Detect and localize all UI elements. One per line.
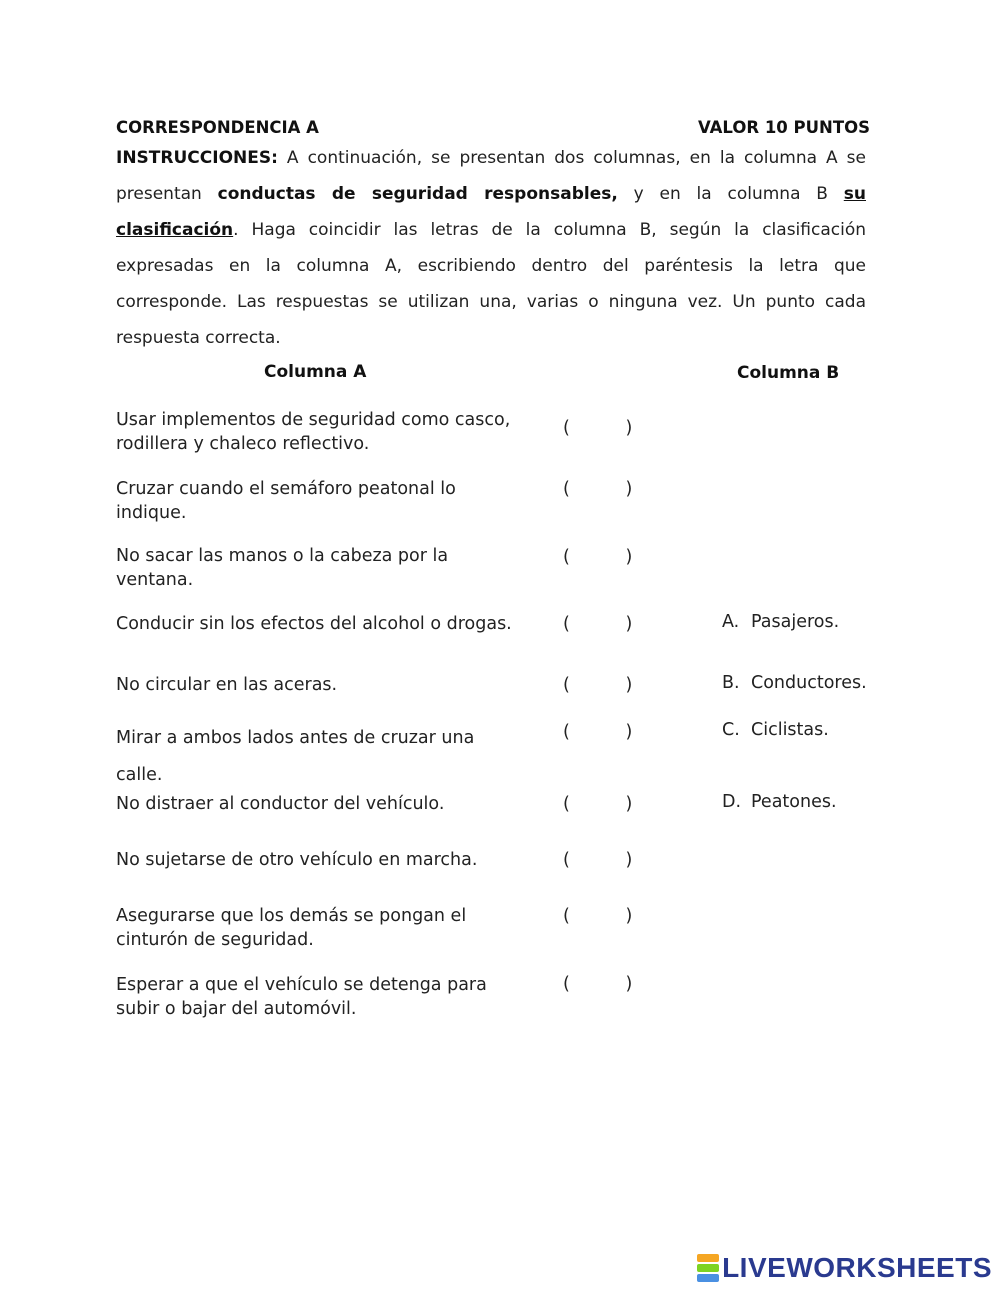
item-10-text: Esperar a que el vehículo se detenga para subir o bajar del automóvil. <box>116 975 487 1019</box>
instructions-bold-phrase: conductas de seguridad responsables, <box>217 184 618 204</box>
option-b-letter: B. <box>722 673 740 693</box>
score-value: VALOR 10 PUNTOS <box>698 118 870 137</box>
item-5-answer-blank[interactable]: ( ) <box>563 675 633 695</box>
column-a-heading: Columna A <box>264 362 367 382</box>
column-b-heading: Columna B <box>737 363 840 383</box>
item-3-answer-blank[interactable]: ( ) <box>563 547 633 567</box>
option-a-label: Pasajeros. <box>751 612 840 632</box>
item-1-answer-blank[interactable]: ( ) <box>563 418 633 438</box>
instructions-paragraph <box>116 140 866 356</box>
item-7-answer-blank[interactable]: ( ) <box>563 794 633 814</box>
liveworksheets-wordmark: LIVEWORKSHEETS <box>722 1252 992 1283</box>
liveworksheets-mark-icon <box>697 1254 719 1282</box>
option-a-letter: A. <box>722 612 740 632</box>
option-a <box>722 612 839 632</box>
option-c-letter: C. <box>722 720 740 740</box>
option-d-letter: D. <box>722 792 742 812</box>
worksheet-title: CORRESPONDENCIA A <box>116 118 319 137</box>
brand-mark-bar <box>697 1274 719 1282</box>
option-b <box>722 673 867 693</box>
brand-mark-bar <box>697 1254 719 1262</box>
item-4-answer-blank[interactable]: ( ) <box>563 614 633 634</box>
brand-mark-bar <box>697 1264 719 1272</box>
option-b-label: Conductores. <box>751 673 867 693</box>
item-10-answer-blank[interactable]: ( ) <box>563 974 633 994</box>
item-6-text: Mirar a ambos lados antes de cruzar una calle. <box>116 728 475 785</box>
item-3-text: No sacar las manos o la cabeza por la ventana. <box>116 546 449 590</box>
item-9-answer-blank[interactable]: ( ) <box>563 906 633 926</box>
item-8-text: No sujetarse de otro vehículo en marcha. <box>116 850 478 870</box>
option-c <box>722 720 829 740</box>
item-6-answer-blank[interactable]: ( ) <box>563 722 633 742</box>
item-5-text: No circular en las aceras. <box>116 675 338 695</box>
option-c-label: Ciclistas. <box>751 720 829 740</box>
item-9-text: Asegurarse que los demás se pongan el cinturón de seguridad. <box>116 906 467 950</box>
item-1-text: Usar implementos de seguridad como casco, rodillera y chaleco reflectivo. <box>116 410 511 454</box>
option-d <box>722 792 837 812</box>
option-d-label: Peatones. <box>751 792 837 812</box>
instructions-text-1: A continuación, se presentan dos columnas, en la columna A se presentan <box>116 148 866 204</box>
liveworksheets-logo <box>697 1252 992 1284</box>
instructions-text-3: . Haga coincidir las letras de la columna B, según la clasificación expresadas en la columna A, escribiendo dentro del paréntesis la letra que corresponde. Las respuestas se utilizan una, varias o ninguna vez. Un punto cada respuesta correcta. <box>116 220 866 348</box>
instructions-underlined-phrase: su clasificación <box>116 184 866 240</box>
item-8-answer-blank[interactable]: ( ) <box>563 850 633 870</box>
instructions-label: INSTRUCCIONES: <box>116 148 278 168</box>
instructions-text-2: y en la columna B <box>617 184 844 204</box>
item-2-text: Cruzar cuando el semáforo peatonal lo indique. <box>116 479 456 523</box>
item-4-text: Conducir sin los efectos del alcohol o drogas. <box>116 614 512 634</box>
item-7-text: No distraer al conductor del vehículo. <box>116 794 445 814</box>
item-2-answer-blank[interactable]: ( ) <box>563 479 633 499</box>
